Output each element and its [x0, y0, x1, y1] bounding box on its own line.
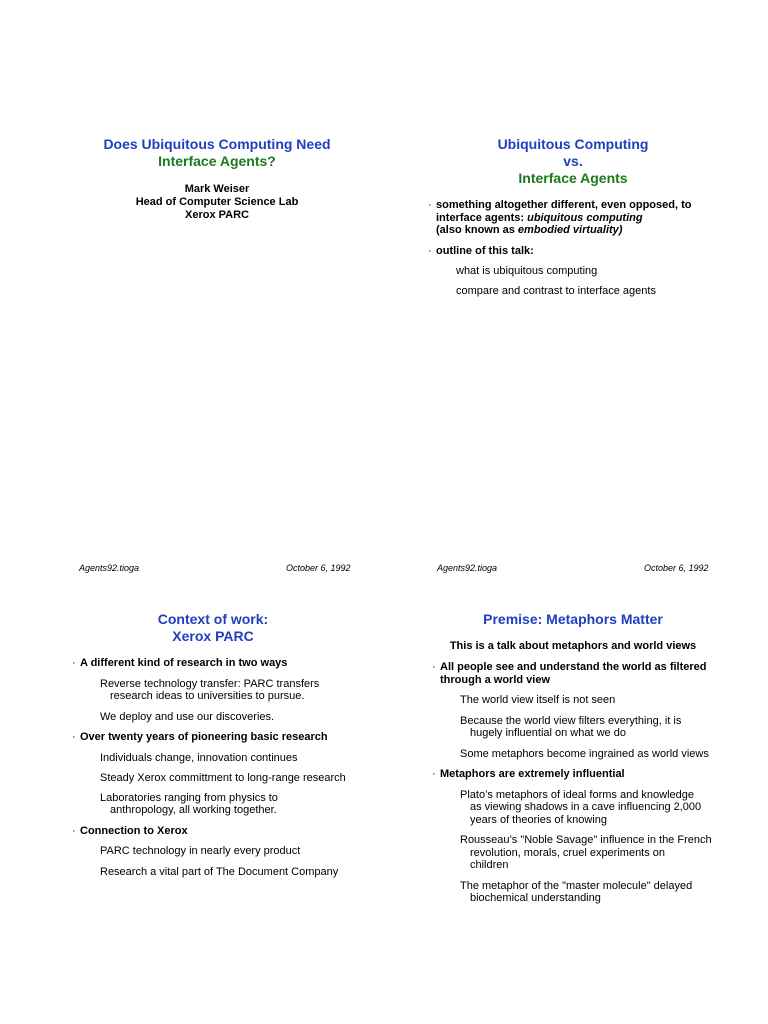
bullet-mark: ·: [428, 244, 432, 257]
slide-1-footer-left: Agents92.tioga: [79, 563, 140, 573]
bullet-mark: ·: [72, 824, 76, 837]
slide-4-b2-sub-2-line1: Rousseau’s "Noble Savage" influence in the French: [460, 834, 712, 846]
slide-3-b1-sub-1-line1: Reverse technology transfer: PARC transfers: [100, 677, 320, 690]
slide-4-b2-sub-2-line3: children: [470, 859, 509, 871]
slide-2-bullet-1-line1: something altogether different, even opposed, to: [436, 199, 692, 211]
author-name: Mark Weiser: [184, 183, 250, 195]
slide-3-title: [48, 611, 378, 645]
slide-3-b2-sub-3-line2: anthropology, all working together.: [110, 804, 277, 816]
bullet-mark: ·: [72, 657, 76, 669]
slide-2-bullet-2-text: outline of this talk:: [436, 244, 534, 257]
slide-4-b1-sub-3: Some metaphors become ingrained as world views: [460, 747, 709, 760]
slide-1-title-line2: Interface Agents?: [158, 153, 276, 169]
bullet-1-line2-text: interface agents:: [436, 211, 528, 224]
slide-2-title-line1: Ubiquitous Computing: [497, 136, 649, 152]
slide-3-bullet-1: [68, 657, 388, 670]
slide-4-intro: This is a talk about metaphors and world views: [449, 640, 697, 652]
slide-3-b3-sub-2: Research a vital part of The Document Company: [100, 865, 339, 878]
slide-4-b2-sub-2-line2: revolution, morals, cruel experiments on: [470, 846, 666, 859]
slide-3-b2-sub-3-line1: Laboratories ranging from physics to: [100, 791, 278, 804]
slide-4-title: Premise: Metaphors Matter: [483, 611, 663, 627]
slide-3-bullet-3-text: Connection to Xerox: [80, 824, 188, 837]
slide-4-bullet-2: [428, 768, 748, 781]
slide-4-intro-wrap: [408, 640, 738, 653]
slide-2-footer-right: October 6, 1992: [644, 563, 709, 573]
bullet-1-line3-italic: embodied virtuality): [517, 224, 623, 236]
slide-4: [408, 611, 738, 628]
bullet-1-line2-italic: ubiquitous computing: [527, 211, 643, 224]
slide-3-b1-sub-2: We deploy and use our discoveries.: [100, 710, 275, 723]
slide-4-body: [428, 661, 748, 905]
slide-2-footer-left: Agents92.tioga: [437, 563, 498, 573]
slide-3-b1-sub-1-line2: research ideas to universities to pursue.: [110, 690, 305, 702]
slide-4-bullet-1-line1: All people see and understand the world as filtered: [440, 661, 707, 673]
bullet-mark: ·: [428, 199, 432, 211]
slide-3-b2-sub-1: Individuals change, innovation continues: [100, 751, 298, 764]
slide-4-b1-sub-2-line1: Because the world view filters everything, it is: [460, 714, 682, 727]
slide-4-b2-sub-1-line3: years of theories of knowing: [470, 813, 607, 826]
slide-4-b2-sub-1-line1: Plato’s metaphors of ideal forms and knowledge: [460, 788, 694, 801]
slide-2-bullet-1: [424, 199, 744, 237]
slide-3-bullet-3: [68, 825, 388, 838]
slide-3-title-line1: Context of work:: [157, 611, 269, 627]
slide-4-bullet-1-line2: through a world view: [440, 673, 551, 686]
slide-4-b2-sub-3-line1: The metaphor of the "master molecule" delayed: [460, 879, 693, 892]
slide-2-title: [408, 136, 738, 187]
bullet-1-line3-text: (also known as: [436, 224, 518, 236]
slide-1-title: [52, 136, 382, 170]
slide-1-footer-right: October 6, 1992: [286, 563, 351, 573]
slide-4-b2-sub-3: [438, 880, 748, 905]
slide-1: [52, 136, 382, 222]
slide-2-sub-1: what is ubiquitous computing: [456, 265, 598, 277]
slide-3: [48, 611, 378, 645]
slide-2-bullet-2: [424, 245, 744, 258]
bullet-mark: ·: [72, 731, 76, 743]
slide-3-b1-sub-1: [78, 678, 388, 703]
slide-2-title-line3: Interface Agents: [518, 170, 628, 186]
slide-3-body: [68, 657, 388, 878]
slide-3-bullet-1-text: A different kind of research in two ways: [80, 657, 288, 669]
author-block: [52, 183, 382, 222]
bullet-mark: ·: [432, 661, 436, 673]
author-org: Xerox PARC: [185, 209, 249, 221]
slide-3-b2-sub-2: Steady Xerox committment to long-range research: [100, 772, 346, 784]
slide-1-title-line1: Does Ubiquitous Computing Need: [103, 136, 331, 152]
slide-4-b1-sub-2: [438, 715, 748, 740]
slide-2-sub-2: compare and contrast to interface agents: [456, 284, 656, 297]
slide-4-b2-sub-1-line2: as viewing shadows in a cave influencing 2,000: [470, 801, 702, 813]
slide-2-bullet-1-line3: [436, 224, 744, 237]
slide-4-b1-sub-2-line2: hugely influential on what we do: [470, 727, 626, 739]
slide-3-b3-sub-1: PARC technology in nearly every product: [100, 845, 301, 857]
slide-4-bullet-2-text: Metaphors are extremely influential: [440, 768, 625, 780]
slide-3-bullet-2-text: Over twenty years of pioneering basic research: [80, 731, 328, 743]
slide-2-body: [424, 199, 744, 297]
slide-3-title-line2: Xerox PARC: [172, 628, 254, 644]
slide-2-bullet-1-line2: [436, 212, 744, 225]
slide-4-b1-sub-1: The world view itself is not seen: [460, 694, 616, 706]
slide-2-title-line2: vs.: [563, 153, 583, 169]
slide-2: [408, 136, 738, 187]
author-role: Head of Computer Science Lab: [135, 196, 299, 208]
slide-4-b2-sub-2: [438, 834, 748, 872]
slide-4-bullet-1: [428, 661, 748, 686]
slide-4-b2-sub-1: [438, 789, 748, 827]
bullet-mark: ·: [432, 768, 436, 780]
slide-4-b2-sub-3-line2: biochemical understanding: [470, 892, 601, 904]
slide-3-bullet-2: [68, 731, 388, 744]
slide-3-b2-sub-3: [78, 792, 388, 817]
